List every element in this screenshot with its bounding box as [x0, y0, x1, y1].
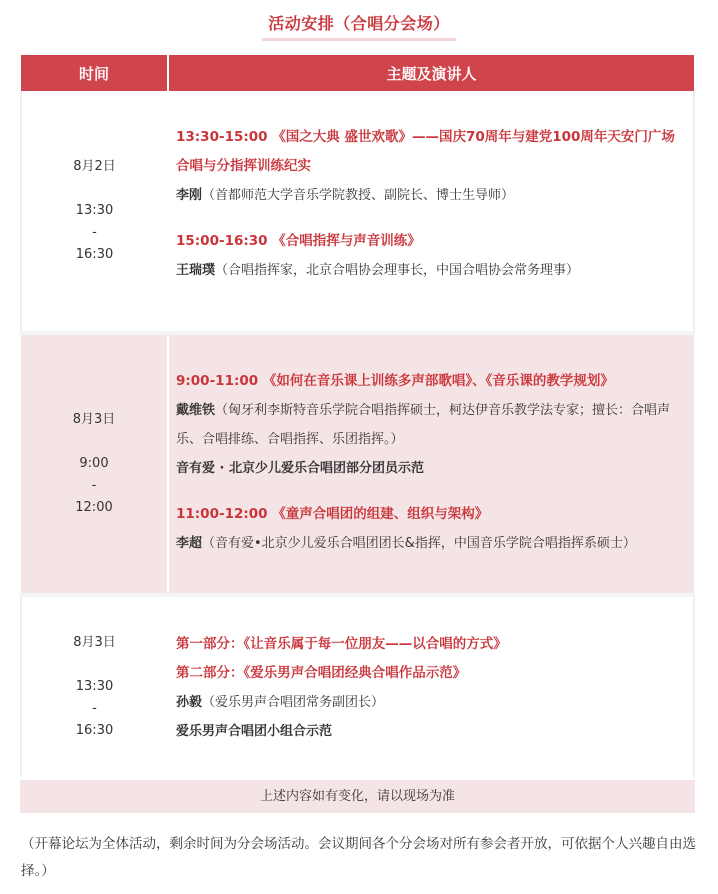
content-cell	[168, 595, 694, 777]
speaker-line	[176, 688, 687, 717]
header-topic: 主题及演讲人	[168, 55, 694, 91]
time-cell	[21, 91, 168, 333]
speaker-desc: （合唱指挥家，北京合唱协会理事长，中国合唱协会常务理事）	[215, 263, 580, 278]
speaker-name: 孙毅	[176, 695, 203, 710]
speaker-desc: （音有爱•北京少儿爱乐合唱团团长&指挥，中国音乐学院合唱指挥系硕士）	[202, 536, 636, 551]
time-cell	[21, 333, 168, 595]
speaker-desc: （首都师范大学音乐学院教授、副院长、博士生导师）	[202, 188, 515, 203]
schedule-table	[20, 55, 695, 777]
speaker-line	[176, 181, 687, 210]
table-row	[21, 595, 694, 777]
talk-topic: 13:30-15:00 《国之大典 盛世欢歌》——国庆70周年与建党100周年天安门广场合唱与分指挥训练纪实	[176, 129, 675, 174]
demo-line: 音有爱 · 北京少儿爱乐合唱团部分团员示范	[176, 461, 424, 476]
header-time: 时间	[21, 55, 168, 91]
session-start: 13:30	[75, 679, 114, 694]
change-notice: 上述内容如有变化，请以现场为准	[20, 780, 695, 813]
speaker-name: 李超	[176, 536, 203, 551]
footer-note: （开幕论坛为全体活动，剩余时间为分会场活动。会议期间各个分会场对所有参会者开放，可依据个人兴趣自由选择。）	[21, 836, 696, 879]
table-row	[21, 91, 694, 333]
session-end: 16:30	[75, 247, 114, 262]
table-row	[21, 333, 694, 595]
session-date: 8月2日	[73, 159, 116, 174]
speaker-desc: （匈牙利李斯特音乐学院合唱指挥硕士，柯达伊音乐教学法专家；擅长：合唱声乐、合唱排练、合唱指挥、乐团指挥。）	[176, 403, 671, 447]
session-date: 8月3日	[73, 635, 116, 650]
session-date: 8月3日	[72, 412, 116, 427]
content-cell	[168, 333, 694, 595]
talk-topic: 9:00-11:00 《如何在音乐课上训练多声部歌唱》、《音乐课的教学规划》	[176, 373, 614, 389]
content-cell	[168, 91, 694, 333]
session-start: 13:30	[75, 203, 114, 218]
speaker-line	[176, 256, 687, 285]
speaker-desc: （爱乐男声合唱团常务副团长）	[202, 695, 385, 710]
demo-line: 爱乐男声合唱团小组合示范	[176, 724, 333, 739]
speaker-name: 戴维铁	[176, 403, 216, 418]
talk-topic: 15:00-16:30 《合唱指挥与声音训练》	[176, 233, 421, 249]
speaker-line	[176, 396, 688, 454]
title-wrap	[0, 9, 718, 41]
speaker-line	[176, 529, 688, 558]
part-two-topic: 第二部分：《爱乐男声合唱团经典合唱作品示范》	[176, 665, 467, 681]
table-header-row	[21, 55, 694, 91]
session-start: 9:00	[79, 456, 109, 471]
session-dash: -	[92, 701, 97, 716]
session-dash: -	[91, 478, 97, 493]
session-dash: -	[92, 225, 97, 240]
session-end: 16:30	[75, 723, 114, 738]
speaker-name: 王瑞璞	[176, 263, 216, 278]
time-cell	[21, 595, 168, 777]
part-one-topic: 第一部分：《让音乐属于每一位朋友——以合唱的方式》	[176, 636, 507, 652]
session-end: 12:00	[75, 500, 113, 515]
page-title: 活动安排（合唱分会场）	[262, 9, 456, 41]
talk-topic: 11:00-12:00 《童声合唱团的组建、组织与架构》	[176, 506, 489, 522]
speaker-name: 李刚	[176, 188, 203, 203]
